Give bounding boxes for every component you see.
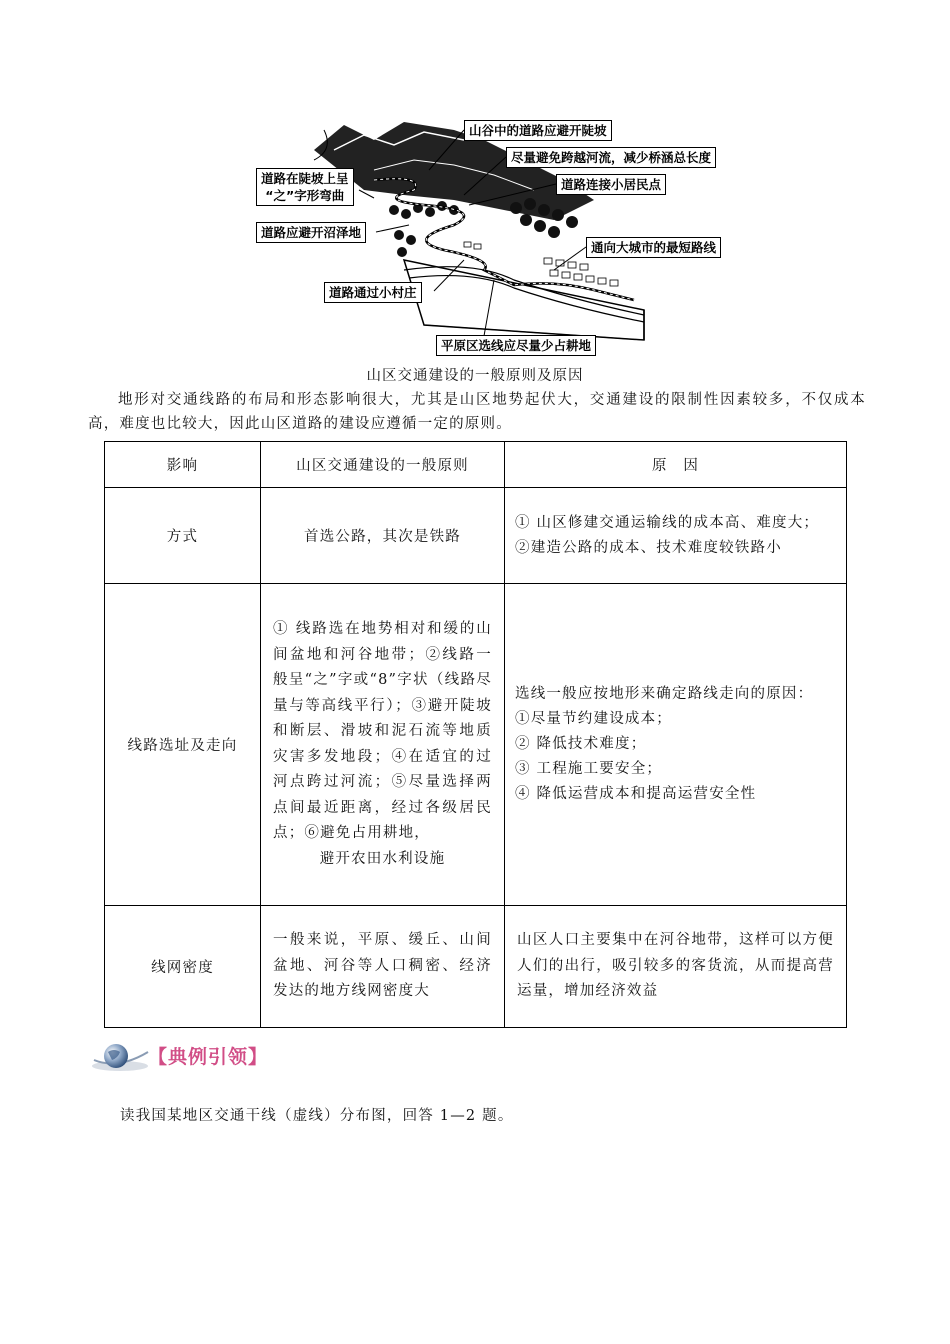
principle-text: ① 线路选在地势相对和缓的山间盆地和河谷地带；②线路一般呈“之”字或“8”字状（线路尽量与等高线平行）；③避开陡坡和断层、滑坡和泥石流等地质灾害多发地段；④在适宜的过河点跨过河流；⑤尽量选择两点间最近距离，经过各级居民点；⑥避免占用耕地， [273, 621, 492, 841]
table-header-row [105, 442, 847, 488]
table-row [105, 488, 847, 584]
reason-line: ②建造公路的成本、技术难度较铁路小 [515, 539, 782, 556]
table-row [105, 584, 847, 906]
reason-line: ①尽量节约建设成本； [515, 711, 672, 727]
reason-line: ③ 工程施工要安全； [515, 761, 663, 777]
globe-icon [88, 1040, 150, 1076]
header-factor: 影响 [105, 442, 261, 488]
callout-less-farmland: 平原区选线应尽量少占耕地 [436, 335, 596, 356]
row-principle [261, 584, 505, 906]
row-reason [505, 584, 847, 906]
row-principle: 一般来说，平原、缓丘、山间盆地、河谷等人口稠密、经济发达的地方线网密度大 [261, 906, 505, 1028]
section-title: 【典例引领】 [148, 1046, 269, 1068]
row-reason: 山区人口主要集中在河谷地带，这样可以方便人们的出行，吸引较多的客货流，从而提高营运量，增加经济效益 [505, 906, 847, 1028]
figure-caption: 山区交通建设的一般原则及原因 [366, 368, 584, 384]
header-principle: 山区交通建设的一般原则 [261, 442, 505, 488]
reason-line: ④ 降低运营成本和提高运营安全性 [515, 786, 757, 802]
callout-avoid-swamp: 道路应避开沼泽地 [256, 222, 366, 243]
mountain-road-illustration [254, 110, 734, 360]
intro-paragraph: 地形对交通线路的布局和形态影响很大，尤其是山区地势起伏大，交通建设的限制性因素较多，不仅成本高，难度也比较大，因此山区道路的建设应遵循一定的原则。 [88, 392, 866, 432]
row-factor: 方式 [105, 488, 261, 584]
question-text: 读我国某地区交通干线（虚线）分布图，回答 1—2 题。 [120, 1108, 514, 1124]
reason-line: 选线一般应按地形来确定路线走向的原因： [515, 686, 814, 702]
principle-last-line: 避开农田水利设施 [319, 850, 446, 867]
callout-zigzag-line2: “之”字形弯曲 [265, 188, 345, 203]
callout-zigzag [256, 168, 354, 206]
reason-line: ② 降低技术难度； [515, 736, 647, 752]
row-factor: 线网密度 [105, 906, 261, 1028]
section-heading [88, 1040, 388, 1076]
callout-valley-road: 山谷中的道路应避开陡坡 [464, 120, 612, 141]
callout-zigzag-line1: 道路在陡坡上呈 [261, 171, 349, 186]
row-principle: 首选公路，其次是铁路 [261, 488, 505, 584]
reason-line: ① 山区修建交通运输线的成本高、难度大； [515, 514, 820, 531]
header-reason: 原 因 [505, 442, 847, 488]
row-reason [505, 488, 847, 584]
callout-through-village: 道路通过小村庄 [324, 282, 422, 303]
callout-shortest-route: 通向大城市的最短路线 [586, 237, 721, 258]
row-factor: 线路选址及走向 [105, 584, 261, 906]
callout-connect-residents: 道路连接小居民点 [556, 174, 666, 195]
principles-table [104, 441, 847, 1028]
callout-avoid-river: 尽量避免跨越河流，减少桥涵总长度 [506, 147, 716, 168]
table-row [105, 906, 847, 1028]
